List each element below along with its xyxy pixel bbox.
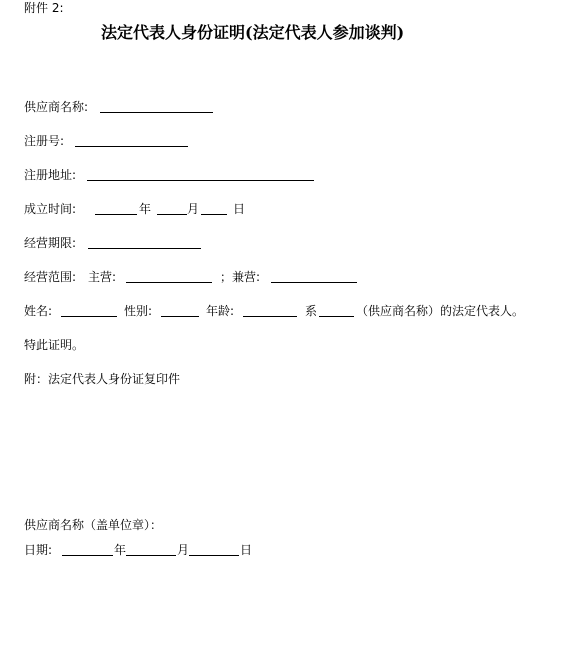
founded-label: 成立时间: xyxy=(24,202,77,216)
founded-day-blank xyxy=(201,214,227,215)
main-business-blank xyxy=(126,282,212,283)
founded-month-blank xyxy=(157,214,187,215)
certify-text: 特此证明。 xyxy=(24,338,85,352)
founded-year-blank xyxy=(95,214,137,215)
gender-label: 性别: xyxy=(124,304,153,318)
gender-blank xyxy=(161,316,199,317)
side-business-blank xyxy=(271,282,357,283)
side-business-label: ；兼营: xyxy=(220,270,261,284)
name-label: 姓名: xyxy=(24,304,53,318)
attachment-label: 附件 2: xyxy=(24,1,64,15)
reg-address-blank xyxy=(87,180,314,181)
position-blank xyxy=(319,316,354,317)
main-business-label: 主营: xyxy=(88,270,117,284)
business-term-blank xyxy=(88,248,201,249)
legal-rep-text: （供应商名称）的法定代表人。 xyxy=(356,304,525,318)
attached-note: 附：法定代表人身份证复印件 xyxy=(24,372,181,386)
date-year-blank xyxy=(62,555,113,556)
founded-day-label: 日 xyxy=(233,202,246,216)
founded-year-label: 年 xyxy=(139,202,152,216)
reg-no-label: 注册号: xyxy=(24,134,65,148)
age-label: 年龄: xyxy=(206,304,235,318)
supplier-name-blank xyxy=(100,112,213,113)
supplier-name-label: 供应商名称: xyxy=(24,100,89,114)
is-label: 系 xyxy=(305,304,318,318)
page-title: 法定代表人身份证明(法定代表人参加谈判) xyxy=(101,23,405,42)
date-month-blank xyxy=(126,555,176,556)
business-term-label: 经营期限: xyxy=(24,236,77,250)
date-year-label: 年 xyxy=(114,543,127,557)
name-blank xyxy=(61,316,117,317)
date-day-blank xyxy=(189,555,239,556)
reg-address-label: 注册地址: xyxy=(24,168,77,182)
date-day-label: 日 xyxy=(240,543,253,557)
founded-month-label: 月 xyxy=(187,202,200,216)
reg-no-blank xyxy=(75,146,188,147)
date-label: 日期: xyxy=(24,543,53,557)
business-scope-label: 经营范围: xyxy=(24,270,77,284)
age-blank xyxy=(243,316,297,317)
date-month-label: 月 xyxy=(177,543,190,557)
seal-label: 供应商名称（盖单位章）： xyxy=(24,518,163,532)
